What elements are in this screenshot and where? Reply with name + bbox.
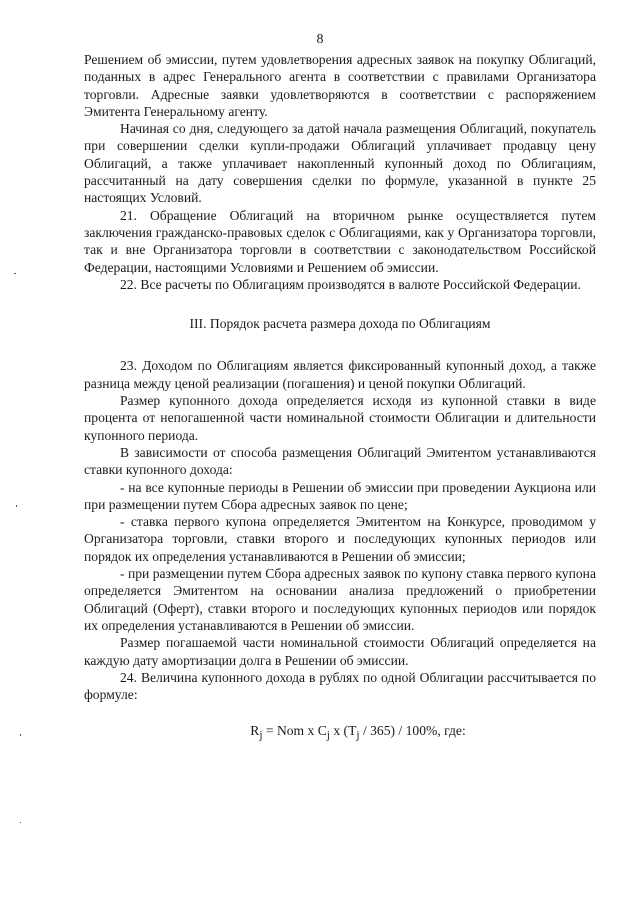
- section-heading: III. Порядок расчета размера дохода по Облигациям: [189, 316, 491, 332]
- list-item-contest: - ставка первого купона определяется Эмитентом на Конкурсе, проводимом у Организатора торговли, ставки второго и последующих купонных периодов или порядок их определения устанавливаются в Решении об эмиссии;: [84, 514, 596, 564]
- scan-mark: [20, 822, 21, 823]
- paragraph-clause-21: 21. Обращение Облигаций на вторичном рынке осуществляется путем заключения гражданско-правовых сделок с Облигациями, как у Организатора торговли, так и вне Организатора торговли в соответствии с законодательством Российской Федерации, настоящими Условиями и Решением об эмиссии.: [84, 207, 596, 275]
- paragraph-clause-22: 22. Все расчеты по Облигациям производятся в валюте Российской Федерации.: [120, 276, 581, 292]
- paragraph-coupon-size: Размер купонного дохода определяется исходя из купонной ставки в виде процента от непогашенной части номинальной стоимости Облигации и длительности купонного периода.: [84, 393, 596, 443]
- scan-mark: [20, 734, 21, 736]
- paragraph-coupon-rates-intro: В зависимости от способа размещения Облигаций Эмитентом устанавливаются ставки купонного дохода:: [84, 444, 596, 478]
- page-number: 8: [316, 32, 324, 47]
- list-item-bookbuilding: - при размещении путем Сбора адресных заявок по купону ставка первого купона определяется Эмитентом на основании анализа предложений о приобретении Облигаций (Оферт), ставки второго и последующих купонных периодов или порядок их определения устанавливаются в Решении об эмиссии.: [84, 566, 596, 633]
- scan-mark: [16, 505, 17, 507]
- paragraph-emission-decision: Решением об эмиссии, путем удовлетворения адресных заявок на покупку Облигаций, поданных в адрес Генерального агента в соответствии с правилами Организатора торговли. Адресные заявки удовлетворяются в соответствии с распоряжением Эмитента Генеральному агенту.: [84, 52, 596, 119]
- coupon-formula: $R_j$ = Nom х $C_j$ х $(T_j / 365) / 100\%$, где:: [250, 723, 466, 743]
- paragraph-amortization: Размер погашаемой части номинальной стоимости Облигаций определяется на каждую дату амортизации долга в Решении об эмиссии.: [84, 635, 596, 668]
- paragraph-clause-23: 23. Доходом по Облигациям является фиксированный купонный доход, а также разница между ценой реализации (погашения) и ценой покупки Облигаций.: [84, 358, 596, 391]
- paragraph-clause-24: 24. Величина купонного дохода в рублях по одной Облигации рассчитывается по формуле:: [84, 669, 596, 703]
- document-body: [84, 51, 596, 745]
- list-item-auction: - на все купонные периоды в Решении об эмиссии при проведении Аукциона или при размещении путем Сбора адресных заявок по цене;: [84, 479, 596, 512]
- scan-mark: [14, 273, 16, 274]
- paragraph-purchase-price: Начиная со дня, следующего за датой начала размещения Облигаций, покупатель при совершении сделки купли-продажи Облигаций уплачивает продавцу цену Облигаций, а также уплачивает накопленный купонный доход по Облигациям, рассчитанный на дату совершения сделки по формуле, указанной в пункте 25 настоящих Условий.: [84, 121, 596, 206]
